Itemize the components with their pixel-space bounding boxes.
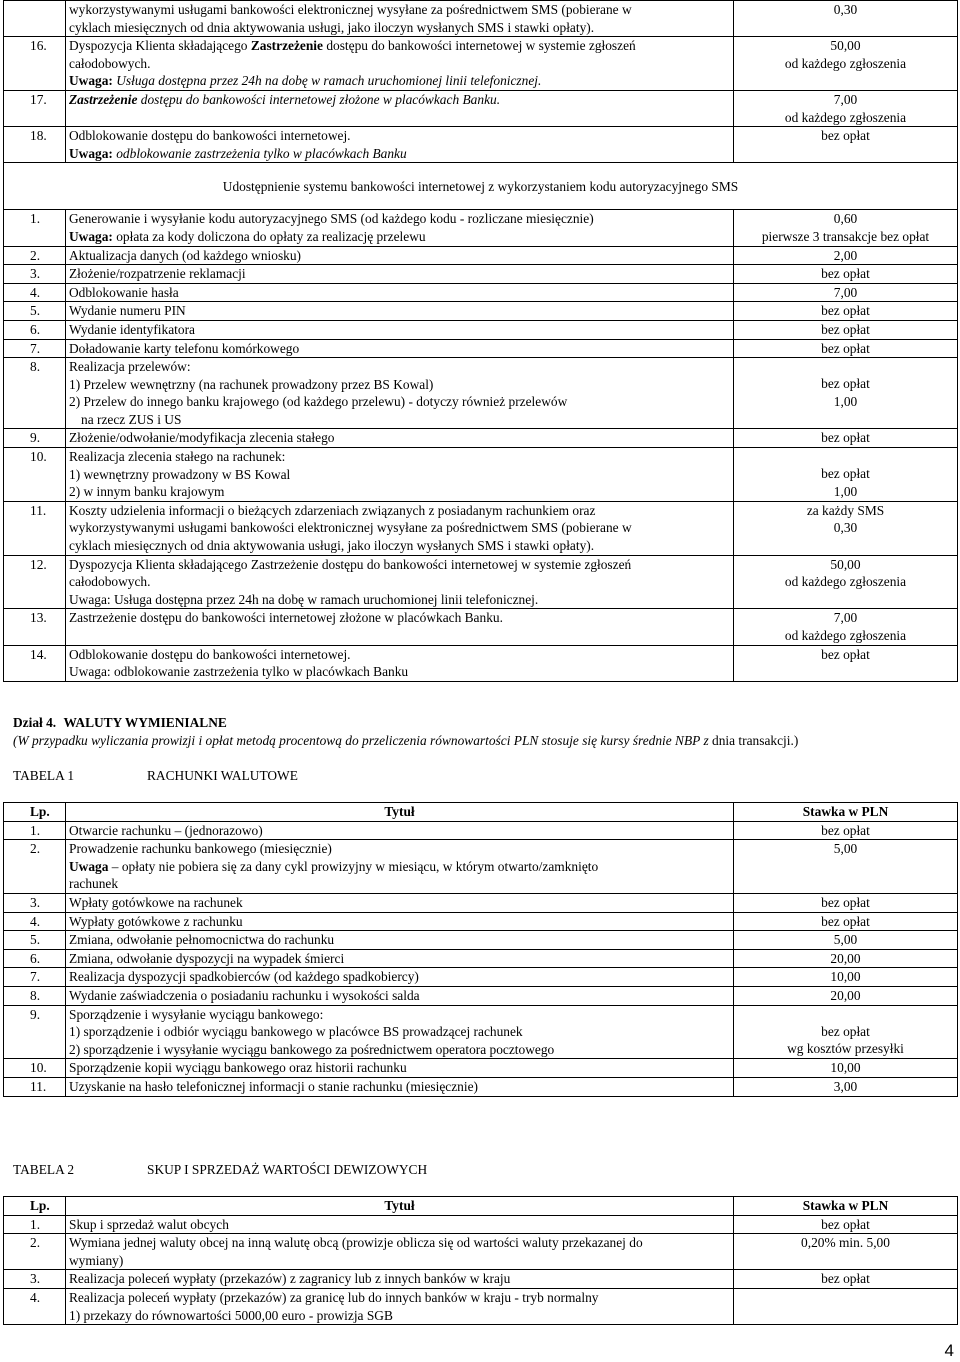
row-value: bez opłat: [734, 320, 958, 339]
row-number: 8.: [4, 358, 66, 429]
table-row: [4, 501, 958, 555]
internet-banking-fee-table: [3, 0, 958, 682]
table-row: [4, 1288, 958, 1324]
section-4-heading: [13, 714, 227, 732]
row-value: bez opłat: [734, 429, 958, 448]
table-row: [4, 840, 958, 894]
row-value: bez opłat wg kosztów przesyłki: [734, 1005, 958, 1059]
row-value: 50,00 od każdego zgłoszenia: [734, 37, 958, 91]
row-number: 8.: [4, 986, 66, 1005]
row-title: Realizacja zlecenia stałego na rachunek: 1) wewnętrzny prowadzony w BS Kowal 2) w innym banku krajowym: [66, 448, 734, 502]
row-value: bez opłat: [734, 821, 958, 840]
table-row: [4, 90, 958, 126]
row-title: Generowanie i wysyłanie kodu autoryzacyjnego SMS (od każdego kodu - rozliczane miesięcznie) Uwaga: opłata za kody doliczona do opłaty za realizację przelewu: [66, 210, 734, 246]
row-value: 20,00: [734, 986, 958, 1005]
table-row: [4, 1059, 958, 1078]
column-header-lp: Lp.: [4, 1197, 66, 1216]
row-title: Wydanie zaświadczenia o posiadaniu rachunku i wysokości salda: [66, 986, 734, 1005]
row-value: 10,00: [734, 1059, 958, 1078]
row-number: 14.: [4, 645, 66, 681]
row-value: 3,00: [734, 1077, 958, 1096]
row-title: Realizacja poleceń wypłaty (przekazów) za granicę lub do innych banków w kraju - tryb normalny 1) przekazy do równowartości 5000,00 euro - prowizja SGB: [66, 1288, 734, 1324]
row-number: 11.: [4, 1077, 66, 1096]
section-number: Dział 4.: [13, 715, 57, 730]
row-value: 5,00: [734, 931, 958, 950]
row-value: bez opłat 1,00: [734, 358, 958, 429]
table-row: [4, 448, 958, 502]
foreign-accounts-table: [3, 802, 958, 1097]
table-2-title: SKUP I SPRZEDAŻ WARTOŚCI DEWIZOWYCH: [147, 1162, 428, 1177]
row-value: 20,00: [734, 949, 958, 968]
row-number: 7.: [4, 968, 66, 987]
row-title: Zmiana, odwołanie pełnomocnictwa do rachunku: [66, 931, 734, 950]
row-title: Realizacja poleceń wypłaty (przekazów) z zagranicy lub z innych banków w kraju: [66, 1270, 734, 1289]
table-row: [4, 1215, 958, 1234]
column-header-rate: Stawka w PLN: [734, 803, 958, 822]
row-title: Doładowanie karty telefonu komórkowego: [66, 339, 734, 358]
row-title: Dyspozycja Klienta składającego Zastrzeżenie dostępu do bankowości internetowej w systemie zgłoszeń całodobowych. Uwaga: Usługa dostępna przez 24h na dobę w ramach uruchomionej linii telefonicznej.: [66, 555, 734, 609]
table-row: [4, 1, 958, 37]
row-title: Zastrzeżenie dostępu do bankowości internetowej złożone w placówkach Banku.: [66, 90, 734, 126]
column-header-title: Tytuł: [66, 803, 734, 822]
table-row: [4, 968, 958, 987]
section-heading-row: [4, 163, 958, 210]
table-2-label: TABELA 2: [13, 1162, 75, 1177]
row-value: bez opłat: [734, 1215, 958, 1234]
row-title: Wydanie identyfikatora: [66, 320, 734, 339]
row-value: za każdy SMS 0,30: [734, 501, 958, 555]
row-title: Sporządzenie kopii wyciągu bankowego oraz historii rachunku: [66, 1059, 734, 1078]
row-value: bez opłat: [734, 645, 958, 681]
row-number: 13.: [4, 609, 66, 645]
row-number: 4.: [4, 283, 66, 302]
table-row: [4, 1005, 958, 1059]
row-value: bez opłat: [734, 127, 958, 163]
row-number: 18.: [4, 127, 66, 163]
row-title: Wpłaty gotówkowe na rachunek: [66, 893, 734, 912]
row-value: bez opłat: [734, 893, 958, 912]
table-row: [4, 1234, 958, 1270]
table-row: [4, 339, 958, 358]
row-value: 7,00: [734, 283, 958, 302]
section-4-note: (W przypadku wyliczania prowizji i opłat metodą procentową do przeliczenia równowartości PLN stosuje się kursy średnie NBP z dnia transakcji.): [13, 733, 799, 748]
row-title: Odblokowanie hasła: [66, 283, 734, 302]
row-number: 2.: [4, 840, 66, 894]
row-number: 4.: [4, 1288, 66, 1324]
table-row: [4, 210, 958, 246]
row-value: bez opłat: [734, 1270, 958, 1289]
row-number: 5.: [4, 302, 66, 321]
row-title: wykorzystywanymi usługami bankowości elektronicznej wysyłane za pośrednictwem SMS (pobierane w cyklach miesięcznych od dnia aktywowania usługi, jako iloczyn wysłanych SMS i stawki opłaty).: [66, 1, 734, 37]
table-row: [4, 302, 958, 321]
table-header-row: [4, 803, 958, 822]
row-title: Wydanie numeru PIN: [66, 302, 734, 321]
row-number: 1.: [4, 821, 66, 840]
row-number: 16.: [4, 37, 66, 91]
row-value: 2,00: [734, 246, 958, 265]
row-value: 0,20% min. 5,00: [734, 1234, 958, 1270]
table-row: [4, 912, 958, 931]
table-row: [4, 320, 958, 339]
row-title: Zmiana, odwołanie dyspozycji na wypadek śmierci: [66, 949, 734, 968]
page-number: 4: [944, 1341, 954, 1361]
row-number: 12.: [4, 555, 66, 609]
row-value: 10,00: [734, 968, 958, 987]
row-number: 7.: [4, 339, 66, 358]
row-number: 2.: [4, 1234, 66, 1270]
row-value: bez opłat: [734, 339, 958, 358]
row-title: Odblokowanie dostępu do bankowości internetowej. Uwaga: odblokowanie zastrzeżenia tylko w placówkach Banku: [66, 645, 734, 681]
table-header-row: [4, 1197, 958, 1216]
currency-exchange-table: [3, 1196, 958, 1325]
row-value: 0,30: [734, 1, 958, 37]
section-title: WALUTY WYMIENIALNE: [63, 715, 227, 730]
table-row: [4, 1270, 958, 1289]
table-row: [4, 1077, 958, 1096]
table-row: [4, 949, 958, 968]
table-1-label: TABELA 1: [13, 768, 75, 783]
row-title: Realizacja dyspozycji spadkobierców (od każdego spadkobiercy): [66, 968, 734, 987]
table-row: [4, 821, 958, 840]
row-value: 5,00: [734, 840, 958, 894]
row-number: 6.: [4, 320, 66, 339]
row-value: [734, 1288, 958, 1324]
row-number: 9.: [4, 429, 66, 448]
row-value: bez opłat: [734, 912, 958, 931]
table-row: [4, 609, 958, 645]
table-row: [4, 283, 958, 302]
row-number: 10.: [4, 448, 66, 502]
row-number: 17.: [4, 90, 66, 126]
row-number: 6.: [4, 949, 66, 968]
row-title: Aktualizacja danych (od każdego wniosku): [66, 246, 734, 265]
table-row: [4, 265, 958, 284]
row-title: Zastrzeżenie dostępu do bankowości internetowej złożone w placówkach Banku.: [66, 609, 734, 645]
row-value: 7,00 od każdego zgłoszenia: [734, 90, 958, 126]
row-title: Sporządzenie i wysyłanie wyciągu bankowego: 1) sporządzenie i odbiór wyciągu bankowego w placówce BS prowadzącej rachunek 2) sporządzenie i wysyłanie wyciągu bankowego za pośrednictwem operatora pocztowego: [66, 1005, 734, 1059]
row-value: bez opłat 1,00: [734, 448, 958, 502]
row-value: 50,00 od każdego zgłoszenia: [734, 555, 958, 609]
row-number: 1.: [4, 210, 66, 246]
row-title: Koszty udzielenia informacji o bieżących zdarzeniach związanych z posiadanym rachunkiem oraz wykorzystywanymi usługami bankowości elektronicznej wysyłane za pośrednictwem SMS (pobierane w cyklach miesięcznych od dnia aktywowania usługi, jako iloczyn wysłanych SMS i stawki opłaty).: [66, 501, 734, 555]
column-header-lp: Lp.: [4, 803, 66, 822]
row-number: 3.: [4, 893, 66, 912]
row-value: 7,00 od każdego zgłoszenia: [734, 609, 958, 645]
section-heading: Udostępnienie systemu bankowości internetowej z wykorzystaniem kodu autoryzacyjnego SMS: [4, 163, 958, 210]
row-title: Odblokowanie dostępu do bankowości internetowej. Uwaga: odblokowanie zastrzeżenia tylko w placówkach Banku: [66, 127, 734, 163]
row-number: 5.: [4, 931, 66, 950]
row-number: 3.: [4, 1270, 66, 1289]
row-number: 2.: [4, 246, 66, 265]
table-row: [4, 358, 958, 429]
row-value: 0,60 pierwsze 3 transakcje bez opłat: [734, 210, 958, 246]
table-row: [4, 555, 958, 609]
row-title: Wypłaty gotówkowe z rachunku: [66, 912, 734, 931]
table-row: [4, 246, 958, 265]
table-row: [4, 986, 958, 1005]
row-title: Wymiana jednej waluty obcej na inną walutę obcą (prowizje oblicza się od wartości waluty przekazanej do wymiany): [66, 1234, 734, 1270]
row-value: bez opłat: [734, 302, 958, 321]
row-title: Skup i sprzedaż walut obcych: [66, 1215, 734, 1234]
row-title: Dyspozycja Klienta składającego Zastrzeżenie dostępu do bankowości internetowej w systemie zgłoszeń całodobowych. Uwaga: Usługa dostępna przez 24h na dobę w ramach uruchomionej linii telefonicznej.: [66, 37, 734, 91]
column-header-title: Tytuł: [66, 1197, 734, 1216]
table-1-title: RACHUNKI WALUTOWE: [147, 768, 298, 783]
row-title: Złożenie/rozpatrzenie reklamacji: [66, 265, 734, 284]
row-value: bez opłat: [734, 265, 958, 284]
row-title: Uzyskanie na hasło telefonicznej informacji o stanie rachunku (miesięcznie): [66, 1077, 734, 1096]
table-row: [4, 893, 958, 912]
row-number: 11.: [4, 501, 66, 555]
table-row: [4, 127, 958, 163]
column-header-rate: Stawka w PLN: [734, 1197, 958, 1216]
table-row: [4, 37, 958, 91]
row-number: [4, 1, 66, 37]
row-number: 9.: [4, 1005, 66, 1059]
row-title: Prowadzenie rachunku bankowego (miesięcznie) Uwaga – opłaty nie pobiera się za dany cykl prowizyjny w miesiącu, w którym otwarto/zamknięto rachunek: [66, 840, 734, 894]
row-number: 10.: [4, 1059, 66, 1078]
row-title: Realizacja przelewów: 1) Przelew wewnętrzny (na rachunek prowadzony przez BS Kowal) 2) Przelew do innego banku krajowego (od każdego przelewu) - dotyczy również przelewów na rzecz ZUS i US: [66, 358, 734, 429]
table-row: [4, 645, 958, 681]
row-number: 1.: [4, 1215, 66, 1234]
table-row: [4, 429, 958, 448]
row-title: Otwarcie rachunku – (jednorazowo): [66, 821, 734, 840]
row-number: 3.: [4, 265, 66, 284]
row-title: Złożenie/odwołanie/modyfikacja zlecenia stałego: [66, 429, 734, 448]
row-number: 4.: [4, 912, 66, 931]
table-row: [4, 931, 958, 950]
